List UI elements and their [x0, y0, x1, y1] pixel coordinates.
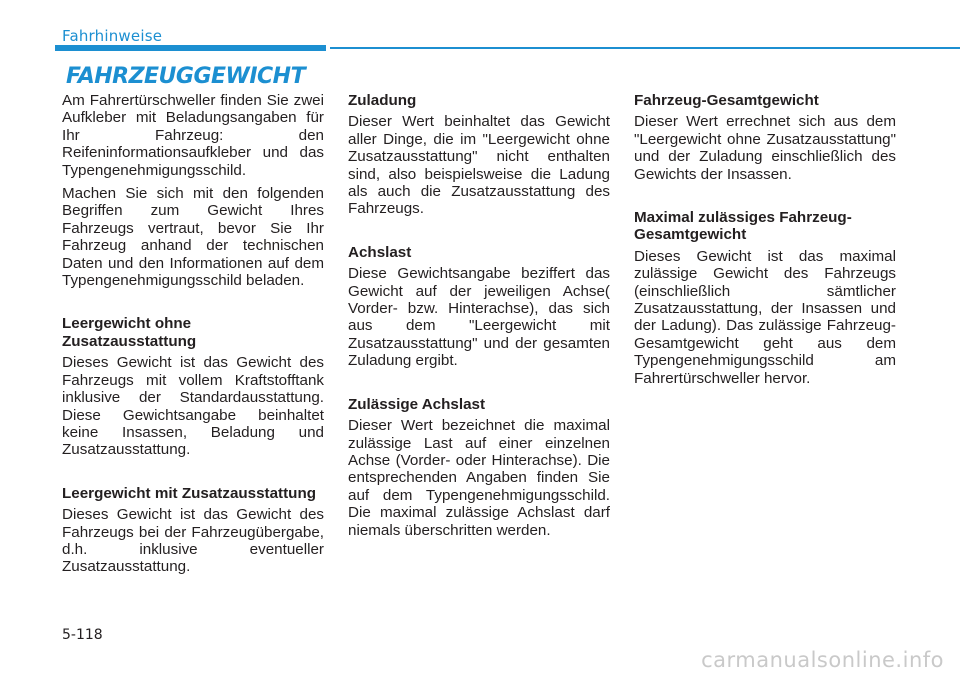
page-title: FAHRZEUGGEWICHT: [66, 64, 306, 89]
intro-paragraph-2: Machen Sie sich mit den folgenden Begriffen zum Gewicht Ihres Fahrzeugs vertraut, bevor Sie Ihr Fahrzeug anhand der technischen Daten und den Informationen auf dem Typengenehmigungsschild beladen.: [62, 185, 324, 290]
subheading-achslast: Achslast: [348, 243, 412, 261]
paragraph-gesamtgewicht: Dieser Wert errechnet sich aus dem "Leergewicht ohne Zusatzausstattung" und der Zuladung einschließlich des Gewichts der Insassen.: [634, 113, 896, 183]
paragraph-zulaessige-achslast: Dieser Wert bezeichnet die maximal zulässige Last auf einer einzelnen Achse (Vorder- oder Hinterachse). Die entsprechenden Angaben finden Sie auf dem Typengenehmigungsschild. Die maximal zulässige Achslast darf niemals überschritten werden.: [348, 417, 610, 539]
header-rule: [330, 47, 960, 49]
subheading-zuladung: Zuladung: [348, 92, 417, 109]
subheading-leergewicht-ohne: Leergewicht ohne Zusatzausstattung: [62, 315, 197, 350]
paragraph-leergewicht-mit: Dieses Gewicht ist das Gewicht des Fahrzeugs bei der Fahrzeugübergabe, d.h. inklusive eventueller Zusatzausstattung.: [62, 506, 324, 576]
watermark: carmanualsonline.info: [701, 648, 944, 672]
subheading-max-gesamtgewicht: Maximal zulässiges Fahrzeug-Gesamtgewicht: [634, 209, 852, 244]
column-right: [634, 92, 896, 393]
intro-paragraph-1: Am Fahrertürschweller finden Sie zwei Aufkleber mit Beladungsangaben für Ihr Fahrzeug: den Reifeninformationsaufkleber und das Typengenehmigungsschild.: [62, 92, 324, 179]
paragraph-max-gesamtgewicht: Dieses Gewicht ist das maximal zulässige Gewicht des Fahrzeugs (einschließlich sämtlicher Zusatzausstattung, der Insassen und der Ladung). Das zulässige Fahrzeug-Gesamtgewicht geht aus dem Typengenehmigungsschild am Fahrertürschweller hervor.: [634, 247, 896, 387]
subheading-gesamtgewicht: Fahrzeug-Gesamtgewicht: [634, 92, 819, 109]
paragraph-achslast: Diese Gewichtsangabe beziffert das Gewicht auf der jeweiligen Achse( Vorder- bzw. Hinterachse), das sich aus dem "Leergewicht mit Zusatzausstattung" und der gesamten Zuladung ergibt.: [348, 265, 610, 370]
section-label: Fahrhinweise: [62, 27, 163, 45]
subheading-zulaessige-achslast: Zulässige Achslast: [348, 395, 486, 413]
header-accent-bar: [55, 45, 326, 51]
page-number: 5-118: [62, 627, 103, 643]
column-middle: [348, 92, 610, 545]
paragraph-leergewicht-ohne: Dieses Gewicht ist das Gewicht des Fahrzeugs mit vollem Kraftstofftank inklusive der Standardausstattung. Diese Gewichtsangabe beinhaltet keine Insassen, Beladung und Zusatzausstattung.: [62, 354, 324, 459]
subheading-leergewicht-mit: Leergewicht mit Zusatzausstattung: [62, 484, 317, 502]
paragraph-zuladung: Dieser Wert beinhaltet das Gewicht aller Dinge, die im "Leergewicht ohne Zusatzausstattung" nicht enthalten sind, also beispielsweise die Ladung als auch die Zusatzausstattung des Fahrzeugs.: [348, 113, 610, 218]
column-left: [62, 92, 324, 582]
